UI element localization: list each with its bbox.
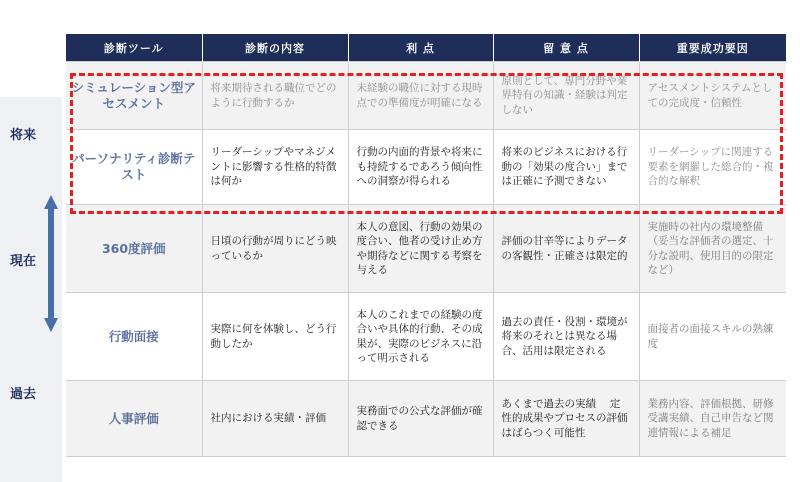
cautions-cell: 評価の甘辛等によりデータの客観性・正確さは限定的 [493,205,639,293]
table-row [66,130,786,205]
header-tool: 診断ツール [66,34,202,62]
advantages-cell: 未経験の職位に対する現時点での準備度が明確になる [348,62,493,130]
content-cell: 社内における実績・評価 [202,381,348,457]
table-row [66,62,786,130]
content-cell: 将来期待される職位でどのように行動するか [202,62,348,130]
tool-name: パーソナリティ診断テスト [66,130,202,205]
ksf-cell: 業務内容、評価根拠、研修受講実績、自己申告など関連情報による補足 [639,381,786,457]
time-label-past: 過去 [9,387,36,402]
content-cell: 日頃の行動が周りにどう映っているか [202,205,348,293]
table-header-row [66,34,786,62]
header-advantages: 利 点 [348,34,493,62]
tool-name: 人事評価 [66,381,202,457]
content-cell: 実際に何を体験し、どう行動したか [202,293,348,381]
time-label-present: 現在 [9,254,36,269]
time-label-future: 将来 [9,128,36,143]
advantages-cell: 実務面での公式な評価が確認できる [348,381,493,457]
cautions-cell: 過去の責任・役割・環境が将来のそれとは異なる場合、活用は限定される [493,293,639,381]
table-row [66,381,786,457]
assessment-tools-table [66,34,786,457]
ksf-cell: アセスメントシステムとしての完成度・信頼性 [639,62,786,130]
advantages-cell: 本人の意図、行動の効果の度合い、他者の受け止め方や期待などに関する考察を与える [348,205,493,293]
double-arrow-icon [44,195,58,332]
table-row [66,205,786,293]
ksf-cell: リーダーシップに関連する要素を網羅した総合的・複合的な解釈 [639,130,786,205]
advantages-cell: 行動の内面的背景や将来にも持続するであろう傾向性への洞察が得られる [348,130,493,205]
tool-name: 行動面接 [66,293,202,381]
cautions-cell: あくまで過去の実績 定性的成果やプロセスの評価はばらつく可能性 [493,381,639,457]
ksf-cell: 面接者の面接スキルの熟練度 [639,293,786,381]
cautions-cell: 原則として、専門分野や業界特有の知識・経験は判定しない [493,62,639,130]
header-content: 診断の内容 [202,34,348,62]
content-cell: リーダーシップやマネジメントに影響する性格的特徴は何か [202,130,348,205]
table-row [66,293,786,381]
ksf-cell: 実施時の社内の環境整備（妥当な評価者の選定、十分な説明、使用目的の限定など） [639,205,786,293]
tool-name: シミュレーション型アセスメント [66,62,202,130]
tool-name: 360度評価 [66,205,202,293]
cautions-cell: 将来のビジネスにおける行動の「効果の度合い」までは正確に予測できない [493,130,639,205]
advantages-cell: 本人のこれまでの経験の度合いや具体的行動、その成果が、実際のビジネスに沿って明示される [348,293,493,381]
header-cautions: 留 意 点 [493,34,639,62]
header-ksf: 重要成功要因 [639,34,786,62]
